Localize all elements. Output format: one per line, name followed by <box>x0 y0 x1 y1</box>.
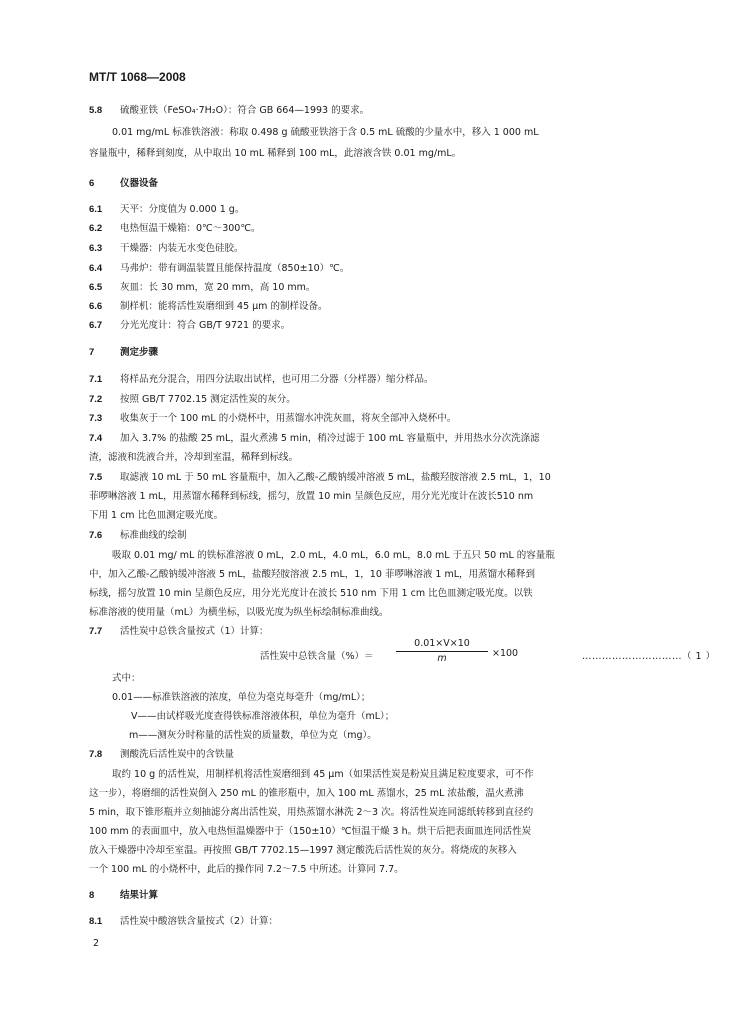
clause-text: 收集灰于一个 100 mL 的小烧杯中，用蒸馏水冲洗灰皿，将灰全部冲入烧杯中。 <box>120 413 457 424</box>
clause-text: 分光光度计：符合 GB/T 9721 的要求。 <box>120 320 291 331</box>
section-number: 8 <box>89 890 95 901</box>
section-title: 结果计算 <box>120 890 159 901</box>
section-number: 7 <box>89 347 95 358</box>
text-line: 菲啰啉溶液 1 mL，用蒸馏水稀释到标线，摇匀，放置 10 min 呈颜色反应，用分光光度计在波长510 nm <box>89 491 534 502</box>
section-title: 仪器设备 <box>120 178 159 189</box>
clause-7-1 <box>89 373 434 386</box>
clause-7-8 <box>89 748 234 761</box>
clause-number: 7.3 <box>89 413 103 424</box>
clause-text: 灰皿：长 30 mm，宽 20 mm，高 10 mm。 <box>120 282 316 293</box>
clause-6-3 <box>89 242 244 255</box>
clause-number: 7.8 <box>89 749 103 760</box>
text-line: 0.01 mg/mL 标准铁溶液：称取 0.498 g 硫酸亚铁溶于含 0.5 mL 硫酸的少量水中，移入 1 000 mL <box>112 127 539 138</box>
clause-6-7 <box>89 319 290 332</box>
standard-code-header: MT/T 1068—2008 <box>89 70 186 84</box>
text-line: 标准溶液的使用量（mL）为横坐标，以吸光度为纵坐标绘制标准曲线。 <box>89 607 389 618</box>
clause-number: 7.7 <box>89 626 103 637</box>
clause-6-6 <box>89 300 327 313</box>
variable-definition: 0.01——标准铁溶液的浓度，单位为毫克每毫升（mg/mL）； <box>112 692 371 703</box>
clause-7-2 <box>89 393 296 406</box>
section-8-heading <box>89 889 158 902</box>
text-line: 这一步），将磨细的活性炭倒入 250 mL 的锥形瓶中，加入 100 mL 蒸馏水，25 mL 浓盐酸，温火煮沸 <box>89 788 524 799</box>
clause-8-1 <box>89 915 278 928</box>
clause-text: 干燥器：内装无水变色硅胶。 <box>120 243 244 254</box>
text-line: 中，加入乙酸-乙酸钠缓冲溶液 5 mL，盐酸羟胺溶液 2.5 mL，1，10 菲啰啉溶液 1 mL，用蒸馏水稀释到 <box>89 569 536 580</box>
clause-number: 5.8 <box>89 105 103 116</box>
clause-number: 7.4 <box>89 433 103 444</box>
clause-6-1 <box>89 203 244 216</box>
formula-lhs: 活性炭中总铁含量（%）＝ <box>260 651 374 662</box>
section-6-heading <box>89 177 158 190</box>
formula-fraction <box>396 638 488 664</box>
clause-6-4 <box>89 262 349 275</box>
variable-definition: m——测灰分时称量的活性炭的质量数，单位为克（mg）。 <box>129 730 377 741</box>
clause-number: 6.1 <box>89 204 103 215</box>
page-number: 2 <box>93 938 100 949</box>
formula-equation-number: …………………………（ 1 ） <box>582 651 716 662</box>
clause-7-4 <box>89 432 540 445</box>
clause-text: 标准曲线的绘制 <box>120 530 187 541</box>
clause-text: 电热恒温干燥箱：0℃～300℃。 <box>120 223 261 234</box>
clause-text: 测酸洗后活性炭中的含铁量 <box>120 749 235 760</box>
formula-rhs: ×100 <box>492 648 519 659</box>
text-line: 放入干燥器中冷却至室温。再按照 GB/T 7702.15—1997 测定酸洗后活性炭的灰分。将烧成的灰移入 <box>89 845 517 856</box>
section-number: 6 <box>89 178 95 189</box>
clause-text: 马弗炉：带有调温装置且能保持温度（850±10）℃。 <box>120 263 350 274</box>
clause-text: 活性炭中总铁含量按式（1）计算： <box>120 626 269 637</box>
clause-text: 活性炭中酸溶铁含量按式（2）计算： <box>120 916 279 927</box>
text-line: 标线，摇匀放置 10 min 呈颜色反应，用分光光度计在波长 510 nm 下用 1 cm 比色皿测定吸光度。以铁 <box>89 588 533 599</box>
section-title: 测定步骤 <box>120 347 159 358</box>
clause-text: 取滤液 10 mL 于 50 mL 容量瓶中，加入乙酸-乙酸钠缓冲溶液 5 mL，盐酸羟胺溶液 2.5 mL，1，10 <box>120 472 551 483</box>
clause-6-2 <box>89 222 261 235</box>
clause-number: 6.2 <box>89 223 103 234</box>
clause-7-5 <box>89 471 551 484</box>
clause-number: 7.2 <box>89 394 103 405</box>
clause-number: 7.5 <box>89 472 103 483</box>
clause-number: 6.4 <box>89 263 103 274</box>
clause-number: 6.5 <box>89 282 103 293</box>
where-label: 式中： <box>112 673 141 684</box>
text-line: 100 mm 的表面皿中，放入电热恒温燥器中于（150±10）℃恒温干燥 3 h。烘干后把表面皿连同活性炭 <box>89 826 532 837</box>
clause-text: 天平：分度值为 0.000 1 g。 <box>120 204 245 215</box>
clause-7-6 <box>89 529 187 542</box>
text-line: 取约 10 g 的活性炭，用制样机将活性炭磨细到 45 μm（如果活性炭是粉炭且满足粒度要求，可不作 <box>112 769 534 780</box>
clause-number: 6.7 <box>89 320 103 331</box>
clause-text: 加入 3.7% 的盐酸 25 mL，温火煮沸 5 min，稍冷过滤于 100 mL 容量瓶中，并用热水分次洗涤滤 <box>120 433 540 444</box>
clause-number: 8.1 <box>89 916 103 927</box>
variable-definition: V——由试样吸光度查得铁标准溶液体积，单位为毫升（mL）； <box>131 711 395 722</box>
text-line: 5 min，取下锥形瓶并立刻抽滤分离出活性炭，用热蒸馏水淋洗 2～3 次。将活性炭连同滤纸转移到直径约 <box>89 807 534 818</box>
clause-7-3 <box>89 412 456 425</box>
clause-number: 6.3 <box>89 243 103 254</box>
section-7-heading <box>89 346 158 359</box>
clause-6-5 <box>89 281 315 294</box>
clause-text: 按照 GB/T 7702.15 测定活性炭的灰分。 <box>120 394 296 405</box>
clause-number: 7.1 <box>89 374 103 385</box>
clause-number: 6.6 <box>89 301 103 312</box>
formula-denominator: m <box>437 653 447 664</box>
text-line: 吸取 0.01 mg/ mL 的铁标准溶液 0 mL，2.0 mL，4.0 mL，6.0 mL，8.0 mL 于五只 50 mL 的容量瓶 <box>112 550 555 561</box>
text-line: 渣，滤液和洗液合并，冷却到室温，稀释到标线。 <box>89 452 299 463</box>
clause-text: 制样机：能将活性炭磨细到 45 μm 的制样设备。 <box>120 301 328 312</box>
clause-7-7 <box>89 625 269 638</box>
text-line: 下用 1 cm 比色皿测定吸光度。 <box>89 510 224 521</box>
text-line: 一个 100 mL 的小烧杯中，此后的操作同 7.2～7.5 中所述。计算同 7.7。 <box>89 864 404 875</box>
clause-text: 硫酸亚铁（FeSO₄·7H₂O）：符合 GB 664—1993 的要求。 <box>120 105 370 116</box>
text-line: 容量瓶中，稀释到刻度，从中取出 10 mL 稀释到 100 mL，此溶液含铁 0.01 mg/mL。 <box>89 148 462 159</box>
clause-number: 7.6 <box>89 530 103 541</box>
clause-5-8 <box>89 104 369 117</box>
formula-numerator: 0.01×V×10 <box>396 638 488 652</box>
clause-text: 将样品充分混合，用四分法取出试样，也可用二分器（分样器）缩分样品。 <box>120 374 434 385</box>
